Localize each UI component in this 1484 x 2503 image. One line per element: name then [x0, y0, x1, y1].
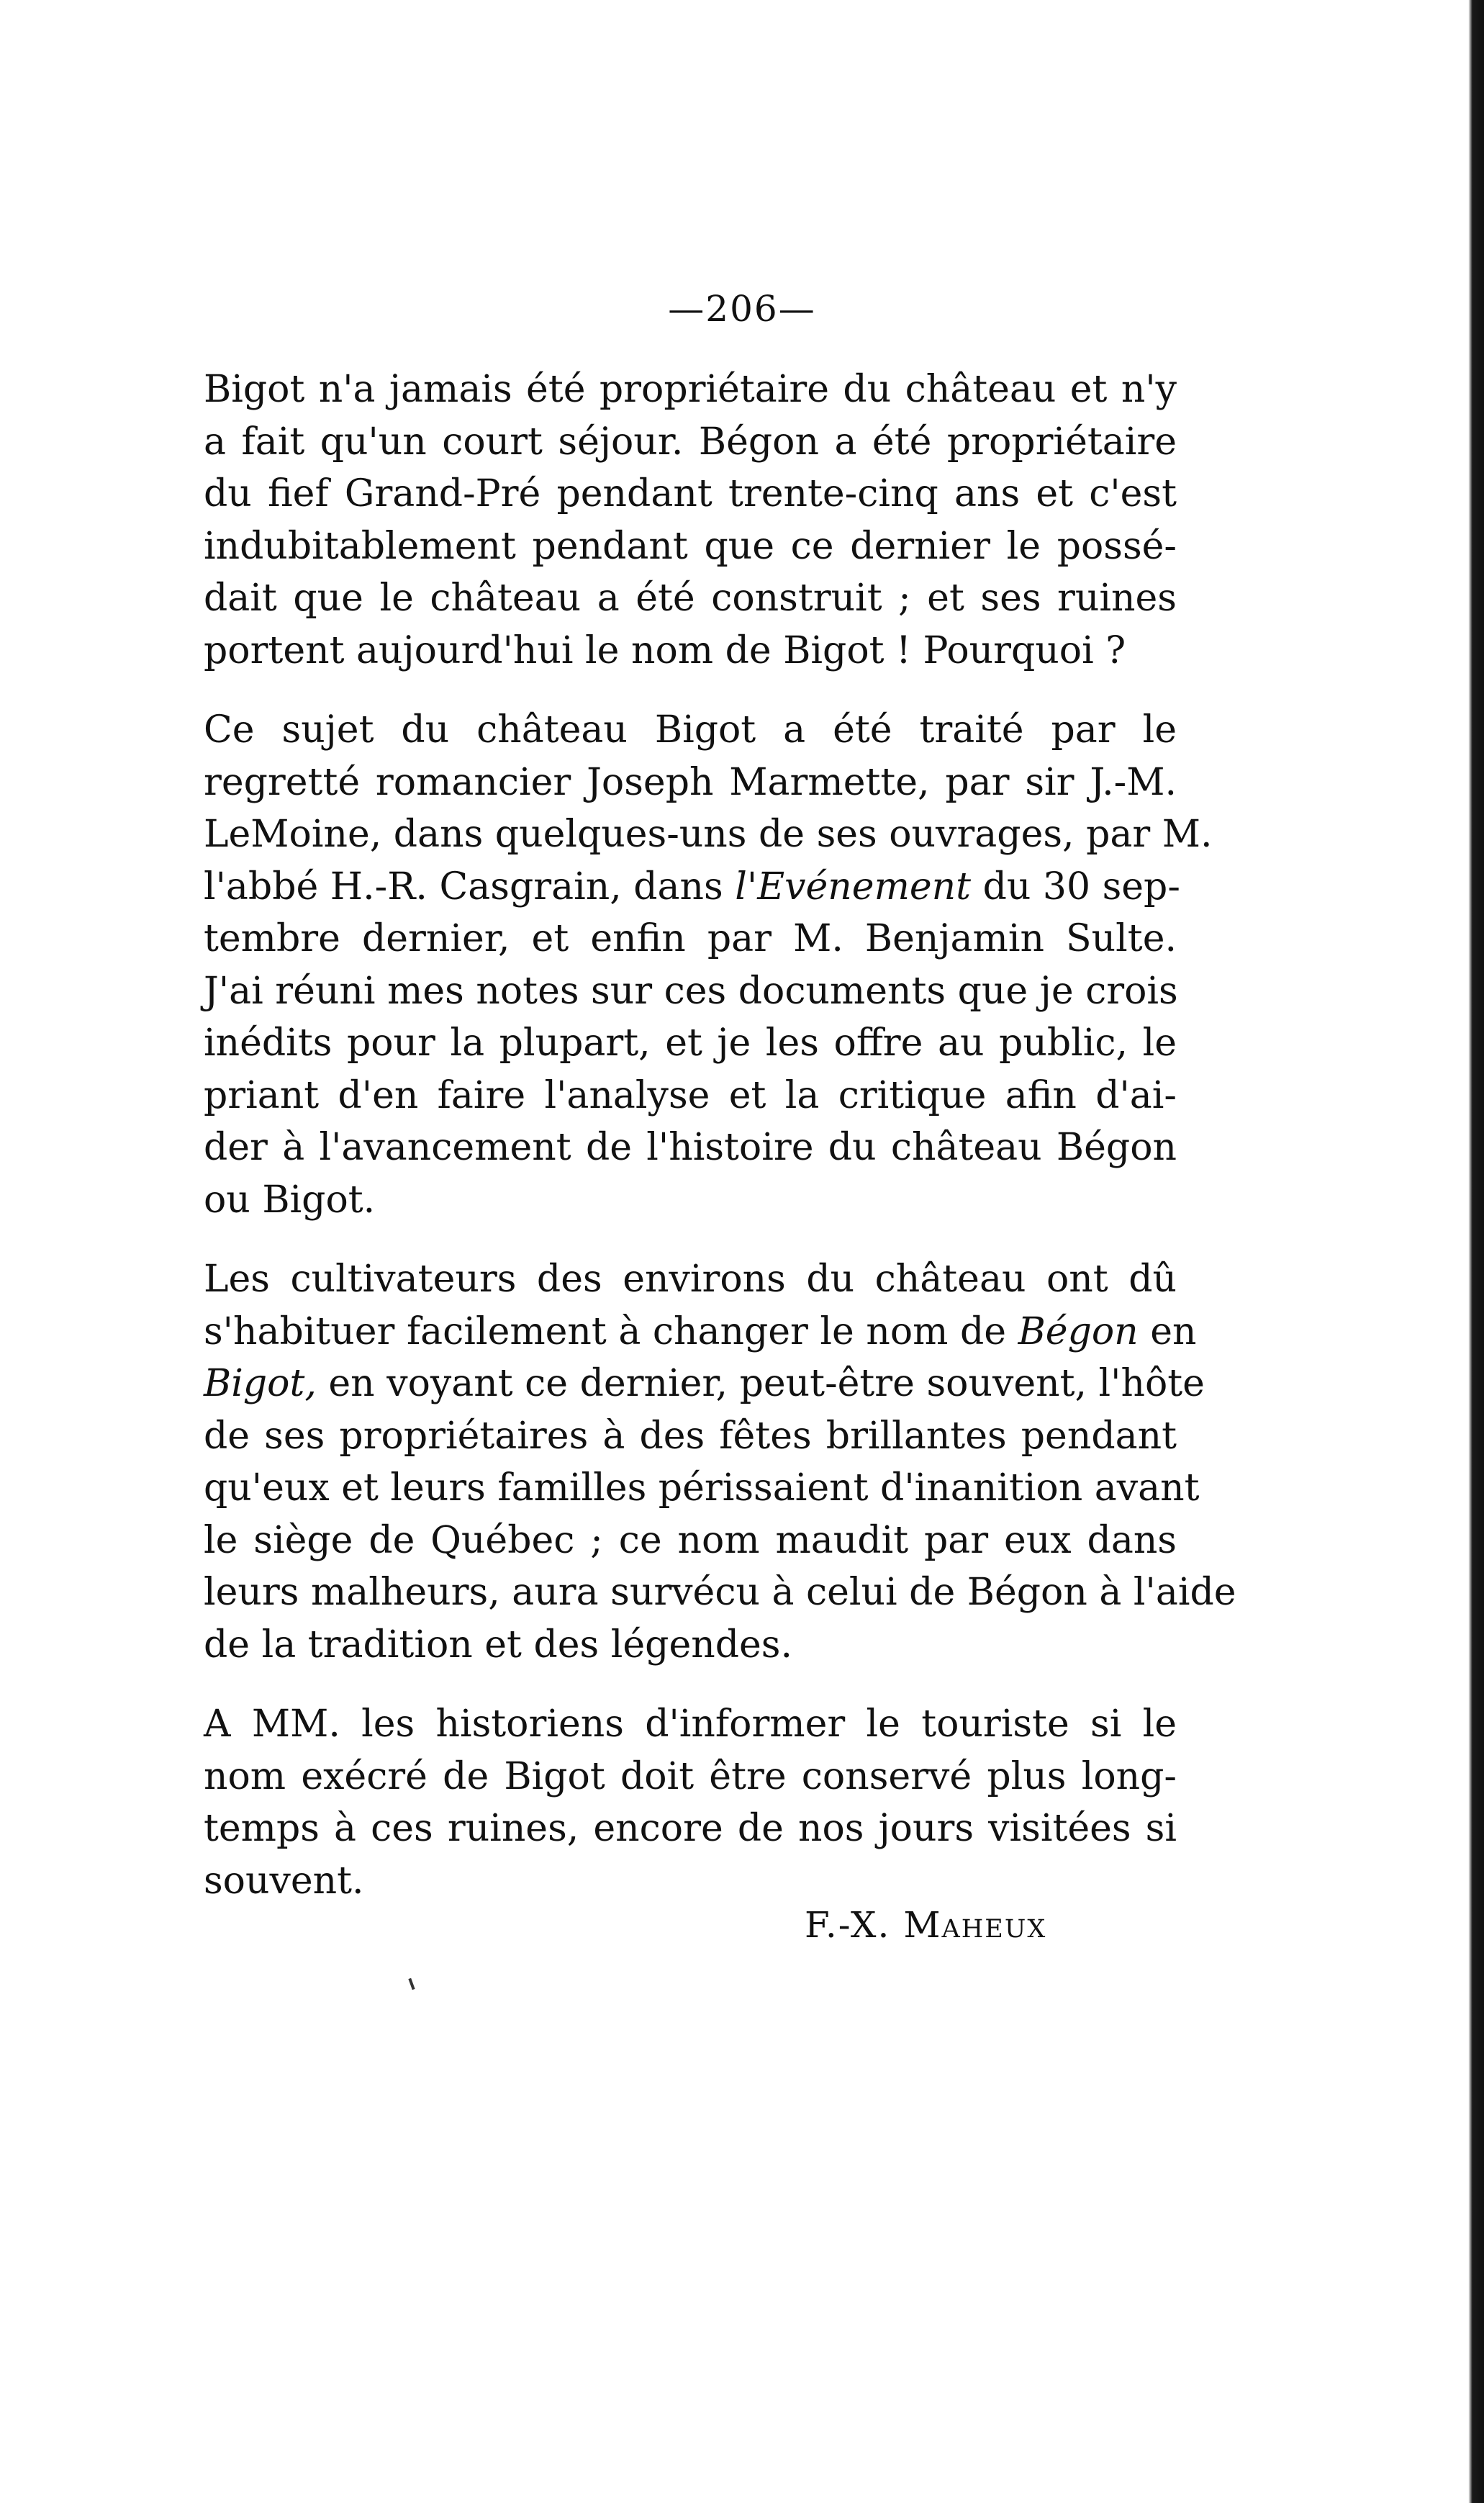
paragraph-3 — [162, 1253, 1236, 1671]
text-line: LeMoine, dans quelques-uns de ses ouvrages, par M. — [204, 813, 1213, 856]
text-line: ou Bigot. — [204, 1178, 376, 1222]
author-surname: Maheux — [903, 1904, 1047, 1946]
text-line: A MM. les historiens d'informer le touriste si le — [204, 1703, 1177, 1746]
paragraph-1 — [162, 364, 1177, 677]
newspaper-title: l'Evénement — [735, 865, 972, 908]
text-line: portent aujourd'hui le nom de Bigot ! Pourquoi ? — [204, 628, 1126, 672]
page-number: —206— — [668, 288, 816, 330]
text-line: a fait qu'un court séjour. Bégon a été propriétaire — [204, 420, 1177, 464]
text-line: priant d'en faire l'analyse et la critique afin d'ai- — [204, 1073, 1177, 1117]
text-line: tembre dernier, et enfin par M. Benjamin Sulte. — [204, 917, 1177, 960]
text-line: le siège de Québec ; ce nom maudit par eux dans — [204, 1518, 1177, 1562]
paragraph-4 — [162, 1698, 1177, 1907]
text-line: Bigot n'a jamais été propriétaire du château et n'y — [204, 368, 1177, 411]
italic-name: Bégon — [1018, 1309, 1139, 1353]
text-segment: l'abbé H.-R. Casgrain, dans — [204, 865, 723, 908]
text-line: leurs malheurs, aura survécu à celui de Bégon à l'aide — [204, 1571, 1236, 1614]
text-line: qu'eux et leurs familles périssaient d'inanition avant — [204, 1466, 1200, 1510]
text-line: de ses propriétaires à des fêtes brillantes pendant — [204, 1414, 1177, 1458]
page-edge-shadow — [1458, 0, 1484, 2503]
text-line-with-italic — [162, 1306, 1197, 1358]
text-line-with-italic — [162, 861, 1180, 914]
text-line: du fief Grand-Pré pendant trente-cinq ans et c'est — [204, 472, 1177, 515]
paragraph-2 — [162, 704, 1213, 1226]
text-segment: du 30 sep- — [982, 865, 1180, 908]
text-line: Ce sujet du château Bigot a été traité par le — [204, 708, 1177, 752]
italic-name: Bigot, — [204, 1362, 317, 1405]
body-text — [162, 364, 1236, 1907]
text-line: souvent. — [204, 1859, 364, 1903]
text-line: nom exécré de Bigot doit être conservé plus long- — [204, 1754, 1177, 1798]
text-line: der à l'avancement de l'histoire du château Bégon — [204, 1126, 1177, 1169]
text-segment: s'habituer facilement à changer le nom de — [204, 1309, 1007, 1353]
text-line: dait que le château a été construit ; et ses ruines — [204, 577, 1177, 620]
text-line: Les cultivateurs des environs du château ont dû — [204, 1258, 1177, 1301]
text-line: temps à ces ruines, encore de nos jours visitées si — [204, 1807, 1177, 1850]
scan-mark — [408, 1978, 415, 1990]
author-signature — [805, 1904, 1046, 1946]
author-initials: F.-X. — [805, 1904, 891, 1946]
text-line: de la tradition et des légendes. — [204, 1623, 792, 1667]
text-line-with-italic — [162, 1358, 1205, 1410]
text-line: J'ai réuni mes notes sur ces documents que je crois — [204, 969, 1178, 1013]
text-line: indubitablement pendant que ce dernier le possé- — [204, 524, 1177, 568]
text-line: regretté romancier Joseph Marmette, par sir J.-M. — [204, 760, 1177, 804]
text-line: inédits pour la plupart, et je les offre au public, le — [204, 1022, 1177, 1065]
text-segment: en — [1150, 1309, 1197, 1353]
text-segment: en voyant ce dernier, peut-être souvent, l'hôte — [328, 1362, 1205, 1405]
